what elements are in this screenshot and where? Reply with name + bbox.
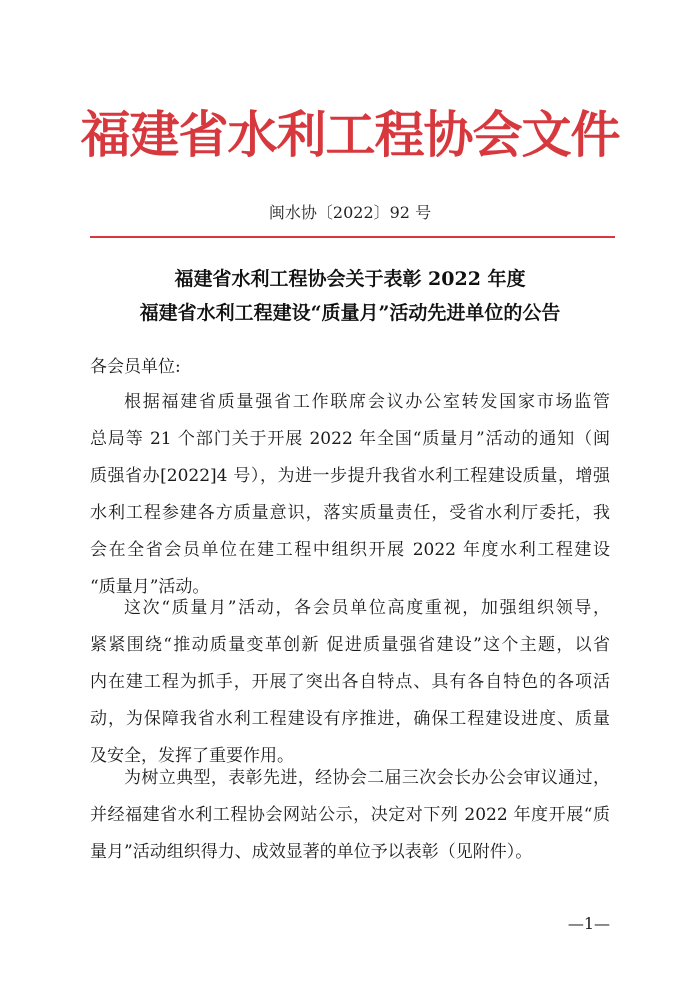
- paragraph-line: 根据福建省质量强省工作联席会议办公室转发国家市场监管: [124, 392, 610, 412]
- paragraph-2: [90, 590, 610, 775]
- paragraph-line: 动，为保障我省水利工程建设有序推进，确保工程建设进度、质量: [90, 709, 610, 729]
- paragraph-line: 内在建工程为抓手，开展了突出各自特点、具有各自特色的各项活: [90, 672, 610, 692]
- page-number: —1—: [567, 914, 610, 933]
- notice-title-line-1: 福建省水利工程协会关于表彰 2022 年度: [174, 268, 526, 290]
- paragraph-line: 会在全省会员单位在建工程中组织开展 2022 年度水利工程建设: [90, 540, 610, 560]
- paragraph-line: 质强省办[2022]4 号），为进一步提升我省水利工程建设质量，增强: [90, 466, 610, 486]
- paragraph-line: 并经福建省水利工程协会网站公示，决定对下列 2022 年度开展“质: [90, 805, 610, 825]
- paragraph-line: 及安全，发挥了重要作用。: [90, 746, 294, 766]
- paragraph-3: [90, 760, 610, 871]
- notice-title-line-2: 福建省水利工程建设“质量月”活动先进单位的公告: [139, 302, 561, 324]
- salutation: 各会员单位:: [90, 357, 181, 377]
- masthead-title: 福建省水利工程协会文件: [80, 106, 620, 164]
- paragraph-line: 总局等 21 个部门关于开展 2022 年全国“质量月”活动的通知（闽: [90, 429, 610, 449]
- paragraph-line: 紧紧围绕“推动质量变革创新 促进质量强省建设”这个主题，以省: [90, 635, 610, 655]
- paragraph-line: 这次“质量月”活动，各会员单位高度重视，加强组织领导，: [124, 598, 610, 618]
- paragraph-line: 量月”活动组织得力、成效显著的单位予以表彰（见附件）。: [90, 842, 533, 862]
- document-number: 闽水协〔2022〕92 号: [268, 203, 432, 222]
- paragraph-1: [90, 384, 610, 606]
- paragraph-line: “质量月”活动。: [90, 577, 210, 597]
- red-divider-line: [90, 236, 615, 238]
- paragraph-line: 为树立典型，表彰先进，经协会二届三次会长办公会审议通过，: [124, 768, 610, 788]
- paragraph-line: 水利工程参建各方质量意识，落实质量责任，受省水利厅委托，我: [90, 503, 610, 523]
